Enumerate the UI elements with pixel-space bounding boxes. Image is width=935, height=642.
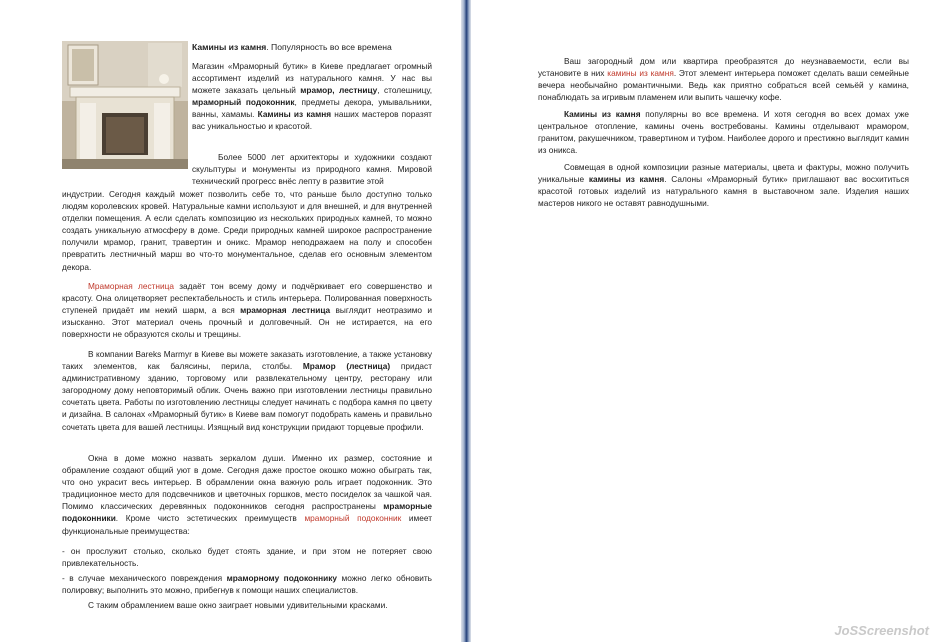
bold-text: мраморному подоконнику (226, 573, 337, 583)
fireplace-photo-graphic (62, 41, 188, 169)
history-paragraph: индустрии. Сегодня каждый может позволить себе то, что раньше было доступно только людям королевских кровей. Натуральные камни используют и для внешней, и для внутренней отделки помещения. А если сделать композицию из нескольких природных камней, то можно создать уникальную атмосферу в доме. Среди природных камней широкое распространение получили мрамор, гранит, травертин и оникс. Мрамор неподражаем на полу и способен превратить лестничный марш во что-то монументальное, сделав его основным элементом декора. (62, 189, 432, 272)
popularity-paragraph (538, 108, 909, 156)
text-run: Магазин «Мраморный бутик» в Киеве предлагает огромный ассортимент изделий из натурального камня. У нас вы можете заказать цельный (192, 61, 432, 96)
bullet-repair (62, 572, 432, 596)
bold-text: Камины из камня (564, 109, 641, 119)
text-run: . Этот элемент интерьера поможет сделать ваши семейные вечера необычайно романтичными. Ведь как приятно собраться всей семьёй у камина, понаблюдать за игривым пламенем или выпить чашечку кофе. (538, 68, 909, 103)
fireplace-photo (62, 41, 188, 169)
fireplace-paragraph (538, 55, 909, 103)
staircase-paragraph (62, 280, 432, 340)
text-run: В компании Bareks Marmyr в Киеве вы можете заказать изготовление, а также установку таких элементов, как балясины, перила, столбы. (62, 349, 432, 372)
document-page-right (471, 0, 935, 642)
company-paragraph (62, 348, 432, 433)
text-run: придаст административному зданию, торговому или развлекательному центру, ресторану или загородному дому неповторимый облик. Очень важно при изготовлении лестницы правильно сочетать цвета. Работы по изготовлению лестницы следует начинать с подбора камня по цвету и дизайна. В салонах «Мраморный бутик» в Киеве вам помогут подобрать камень и правильно сочетать цвета для вашей лестницы. Изящный вид конструкции придают торцевые профили. (62, 361, 432, 432)
bold-text: мраморные подоконники (62, 501, 432, 524)
composition-paragraph (538, 161, 909, 209)
bullet-durability: - он прослужит столько, сколько будет стоять здание, и при этом не потеряет свою привлекательность. (62, 546, 432, 569)
text-run: Совмещая в одной композиции разные материалы, цвета и фактуры, можно получить уникальные (538, 162, 909, 185)
page-divider (461, 0, 471, 642)
link-text[interactable]: Мраморная лестница (88, 281, 174, 291)
text-run: наших мастеров поразят вас уникальностью и красотой. (192, 109, 432, 132)
text-run: , столешницу, (377, 85, 432, 96)
text-run: . Салоны «Мраморный бутик» приглашают вас восхититься красотой готовых изделий из натурального камня в выставочном зале. Изделия наших мастеров никого не оставят равнодушными. (538, 174, 910, 209)
closing-line: С таким обрамлением ваше окно заиграет новыми удивительными красками. (88, 600, 388, 610)
text-run: Ваш загородный дом или квартира преобразятся до неузнаваемости, если вы установите в них (538, 56, 909, 79)
bold-text: Камины из камня (257, 109, 332, 120)
bold-text: мраморная лестница (240, 305, 331, 316)
text-run: , предметы декора, умывальники, ванны, хамамы. (192, 97, 432, 120)
bold-text: мрамор, лестницу (300, 85, 378, 96)
text-run: выглядит неотразимо и изысканно. Этот материал очень прочный и долговечный. Он не истирается, на его поверхности не образуются сколы и трещины. (62, 305, 432, 340)
text-run: Окна в доме можно назвать зеркалом души. Именно их размер, состояние и обрамление создают общий уют в доме. Сегодня даже простое окошко можно обыграть так, что оно украсит весь интерьер. В обрамлении окна важную роль играет подоконник. Это традиционное место для подсвечников и цветочных горшков, место посиделок за чашкой чая. Помимо классических деревянных подоконников сегодня распространены (62, 453, 432, 512)
link-text[interactable]: мраморный подоконник (304, 513, 402, 524)
link-text[interactable]: камины из камня (607, 68, 674, 79)
text-run: имеет функциональные преимущества: (62, 513, 432, 536)
text-run: . Кроме чисто эстетических преимуществ (115, 513, 305, 524)
history-paragraph-start: Более 5000 лет архитекторы и художники создают скульптуры и монументы из природного камня. Мировой технический прогресс внёс лепту в развитие этой (192, 152, 432, 187)
windowsill-paragraph (62, 452, 432, 537)
text-run: - в случае механического повреждения (62, 573, 227, 583)
article-title: Камины из камня. Популярность во все времена (192, 42, 392, 52)
document-page-left (0, 0, 461, 642)
bold-text: мраморный подоконник (192, 97, 295, 108)
watermark-logo-icon: JoSScreenshot (834, 623, 929, 638)
text-run: популярны во все времена. И хотя сегодня во всех домах уже центральное отопление, камины очень востребованы. Камины отделывают мрамором, гранитом, ракушечником, травертином и туфом. Наиболее дорого и престижно выглядит камин из оникса. (538, 109, 909, 156)
intro-paragraph (192, 60, 432, 133)
bold-text: Мрамор (лестница) (302, 361, 391, 372)
text-run: задаёт тон всему дому и подчёркивает его совершенство и красоту. Она олицетворяет респектабельность и стиль интерьера. Полированная поверхность ступеней придаёт им некий шарм, а вся (62, 281, 432, 316)
bold-text: камины из камня (588, 174, 665, 185)
text-run: можно легко обновить полировку; выполнить это можно, прибегнув к помощи наших специалистов. (62, 573, 432, 596)
